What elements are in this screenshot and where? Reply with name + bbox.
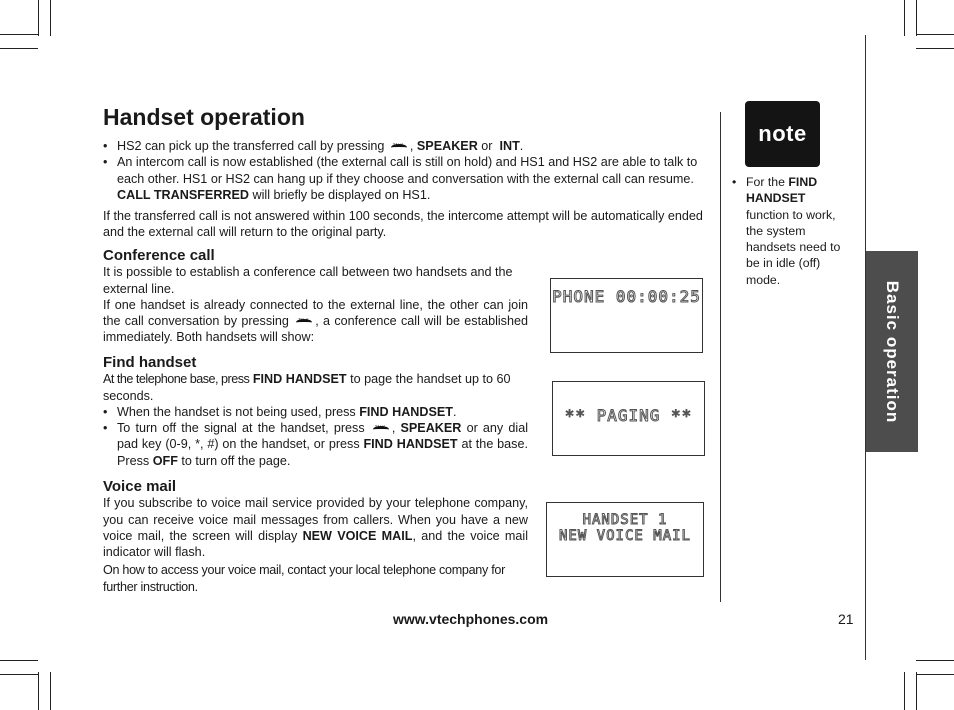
vm-p1-pre: If you subscribe to voice mail service provided by your telephone company, you can receive voice mail messages from callers. When you have a new voice mail, the screen will display (103, 496, 528, 543)
find-handset-heading: Find handset (103, 354, 197, 371)
find-handset-key-label: FIND HANDSET (359, 404, 453, 419)
find-b2-end: to turn off the page. (181, 453, 291, 468)
intro-b1-text: HS2 can pick up the transferred call by pressing (117, 139, 385, 153)
screen-text-line-2: NEW VOICE MAIL (558, 528, 691, 544)
crop-mark (916, 672, 917, 710)
call-transferred-label: CALL TRANSFERRED (117, 187, 250, 202)
crop-mark (916, 34, 954, 35)
note-post: function to work, the system handsets need to be in idle (off) mode. (746, 207, 841, 287)
note-badge (745, 101, 820, 167)
conference-paragraph-2 (103, 297, 528, 346)
screen-text-line-1: HANDSET 1 (582, 512, 668, 528)
list-item (103, 420, 528, 469)
intro-b1-sep: , (409, 139, 414, 153)
voice-mail-section (103, 479, 528, 595)
find-handset-key-label: FIND HANDSET (252, 372, 347, 387)
screen-text: ** PAGING ** (564, 406, 693, 425)
find-handset-section (103, 355, 528, 469)
note-text (732, 174, 844, 288)
vm-p1-post: , and the voice mail indicator will flash. (103, 528, 528, 560)
crop-mark (0, 674, 38, 675)
find-p-post: to page the handset up to 60 seconds. (103, 372, 511, 403)
section-tab (866, 251, 918, 452)
intro-b2-text: An intercom call is now established (the external call is still on hold) and HS1 and HS2 are able to talk to each other. HS1 or HS2 can hang up if they choose and conversation with the external call can resume. (117, 155, 698, 186)
crop-mark (916, 674, 954, 675)
find-b2-mid2: at the base. Press (117, 437, 528, 468)
list-item (103, 154, 704, 203)
list-item (103, 138, 704, 154)
column-divider (720, 112, 721, 602)
conference-p2-post: , a conference call will be established immediately. Both handsets will show: (103, 314, 528, 345)
intro-paragraph: If the transferred call is not answered within 100 seconds, the intercome attempt will be automatically ended and the external call will return to the original party. (103, 209, 703, 240)
screen-text: PHONE 00:00:25 (552, 287, 701, 306)
list-item (103, 404, 528, 420)
display-screen-paging (552, 381, 705, 456)
find-b1-end: . (453, 404, 457, 419)
conference-section (103, 248, 528, 346)
voice-mail-paragraph-2: On how to access your voice mail, contact your local telephone company for further instruction. (103, 563, 506, 594)
display-screen-phone (550, 278, 703, 353)
find-handset-key-label: FIND HANDSET (746, 175, 818, 206)
crop-mark (904, 0, 905, 36)
crop-mark (916, 48, 954, 49)
page-title: Handset operation (103, 104, 305, 130)
find-p-pre: At the telephone base, press (103, 372, 250, 387)
conference-heading: Conference call (103, 247, 215, 264)
find-b2-pre: To turn off the signal at the handset, press (117, 421, 365, 436)
find-handset-paragraph (103, 371, 528, 404)
section-tab-label: Basic operation (883, 280, 902, 423)
conference-p2-pre: If one handset is already connected to the external line, the other can join the call conversation by pressing (103, 297, 528, 329)
new-voice-mail-label: NEW VOICE MAIL (302, 528, 413, 543)
list-item (732, 174, 844, 288)
footer-url: www.vtechphones.com (393, 611, 549, 627)
crop-mark (904, 672, 905, 710)
find-b2-mid: or any dial pad key (0-9, *, #) on the handset, or press (117, 421, 529, 452)
intro-b2-end: will briefly be displayed on HS1. (252, 187, 431, 202)
find-handset-key-label: FIND HANDSET (363, 437, 458, 452)
crop-mark (0, 34, 38, 35)
speaker-key-label: SPEAKER (416, 139, 478, 153)
off-key-label: OFF (152, 453, 178, 468)
crop-mark (0, 660, 38, 661)
talk-key-icon (390, 140, 408, 152)
intro-b1-end: . (519, 139, 524, 153)
speaker-key-label: SPEAKER (400, 421, 462, 436)
find-b2-sep: , (391, 421, 396, 436)
display-screen-voice-mail (546, 502, 704, 577)
crop-mark (916, 660, 954, 661)
intro-b1-or: or (481, 139, 493, 153)
crop-mark (916, 0, 917, 36)
voice-mail-heading: Voice mail (103, 478, 177, 495)
int-key-label: INT (499, 139, 520, 153)
note-pre: For the (746, 175, 785, 189)
crop-mark (38, 0, 39, 36)
crop-mark (50, 0, 51, 36)
voice-mail-paragraph-1 (103, 495, 528, 560)
page-number: 21 (838, 611, 854, 627)
find-b1-pre: When the handset is not being used, press (117, 404, 356, 419)
crop-mark (38, 672, 39, 710)
talk-key-icon (295, 315, 313, 327)
intro-section (103, 138, 704, 241)
crop-mark (0, 48, 38, 49)
conference-paragraph-1: It is possible to establish a conference call between two handsets and the external line. (103, 265, 513, 296)
talk-key-icon (372, 422, 390, 434)
note-label: note (758, 121, 807, 146)
crop-mark (50, 672, 51, 710)
